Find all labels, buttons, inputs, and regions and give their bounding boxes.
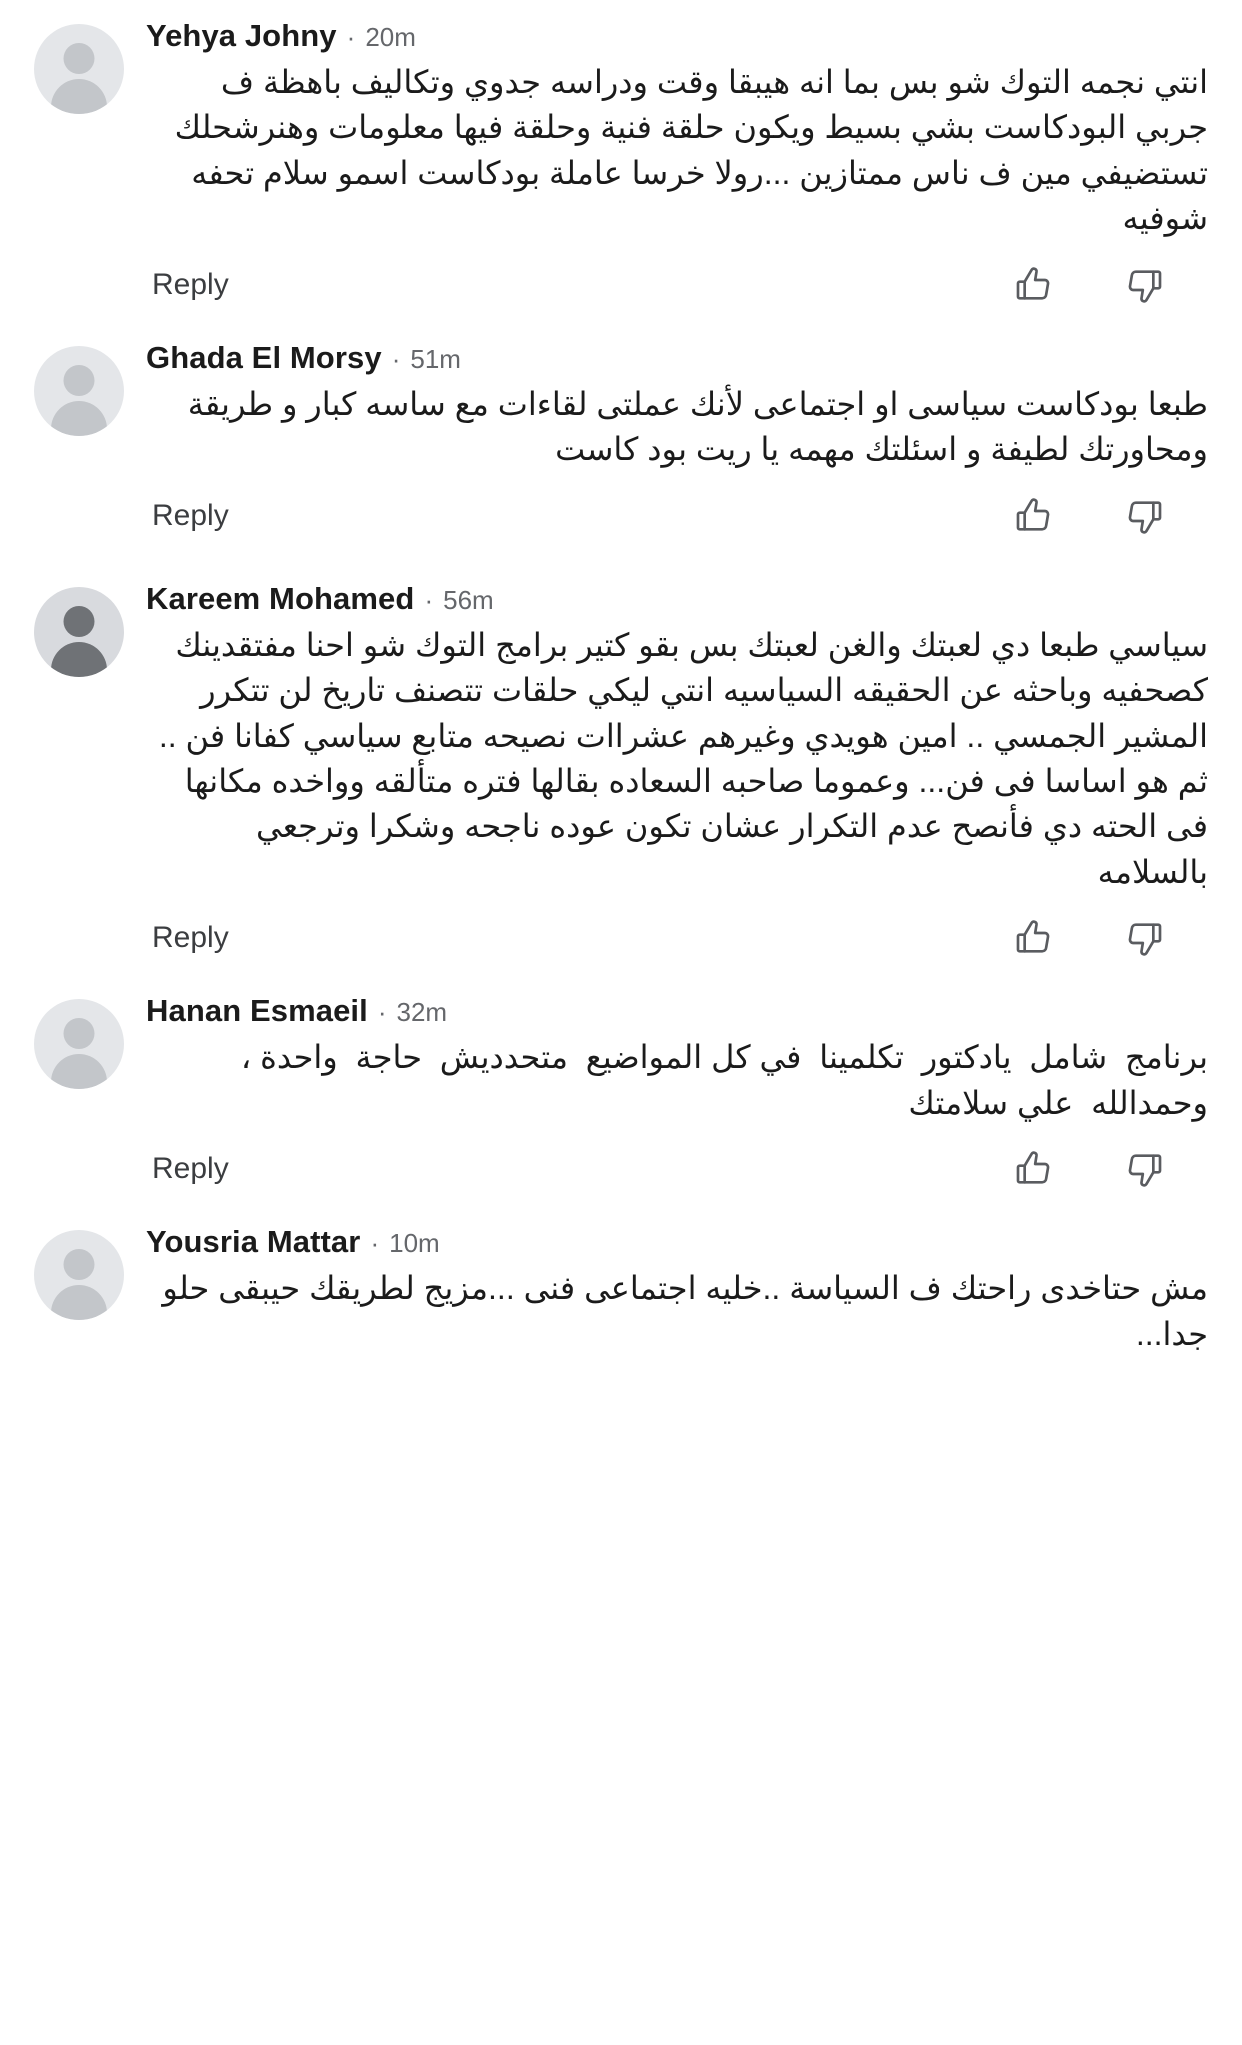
reply-button[interactable]: Reply — [152, 921, 229, 955]
thumbs-down-icon[interactable] — [1116, 256, 1174, 314]
comment-item — [0, 322, 1242, 553]
comment-text: برنامج شامل يادكتور تكلمينا في كل المواضيع متحدديش حاجة واحدة ، وحمدالله علي سلامتك — [231, 1039, 1208, 1121]
comment-meta — [146, 581, 1208, 617]
section-gap — [0, 553, 1242, 563]
comment-text: سياسي طبعا دي لعبتك والغن لعبتك بس بقو كتير برامج التوك شو احنا مفتقدينك كصحفيه وباحثه عن الحقيقه السياسيه انتي ليكي حلقات تتصنف تاريخ لن تتكرر المشير الجمسي .. امين هويدي وغيرهم عشراات نصيحه متابع سياسي كفانا فن .. ثم هو اساسا فى فن... وعموما صاحبه السعاده بقالها فتره متألقه وواخده مكانها فى الحته دي فأنصح عدم التكرار عشان تكون عوده ناجحه وشكرا وترجعي بالسلامه — [149, 626, 1208, 890]
thumbs-up-icon[interactable] — [1004, 1140, 1062, 1198]
comment-body — [146, 581, 1208, 976]
comment-body — [146, 18, 1208, 322]
comment-text: انتي نجمه التوك شو بس بما انه هيبقا وقت ودراسه جدوي وتكاليف باهظة ف جربي البودكاست بشي بسيط ويكون حلقة فنية وحلقة فيها معلومات وهنرشحلك تستضيفي مين ف ناس ممتازين ...رولا خرسا عاملة بودكاست اسمو سلام تحفه شوفيه — [165, 64, 1208, 237]
comment-timestamp: 32m — [396, 997, 448, 1028]
comment-meta — [146, 340, 1208, 376]
avatar-placeholder-body — [51, 79, 107, 114]
comment-body — [146, 340, 1208, 553]
thumbs-down-icon[interactable] — [1116, 487, 1174, 545]
comment-text: مش حتاخدى راحتك ف السياسة ..خليه اجتماعى فنى ...مزيج لطريقك حيبقى حلو جدا... — [153, 1270, 1208, 1352]
thumbs-down-icon[interactable] — [1116, 909, 1174, 967]
meta-separator: · — [370, 1228, 380, 1259]
comment-meta — [146, 18, 1208, 54]
comment-timestamp: 51m — [410, 343, 461, 374]
comment-text: طبعا بودكاست سياسى او اجتماعى لأنك عملتى لقاءات مع ساسه كبار و طريقة ومحاورتك لطيفة و اسئلتك مهمه يا ريت بود كاست — [178, 385, 1208, 468]
comment-meta — [146, 993, 1208, 1029]
avatar-placeholder-body — [51, 1285, 107, 1320]
meta-separator: · — [391, 343, 401, 374]
comment-body — [146, 1224, 1208, 1357]
comment-item — [0, 0, 1242, 322]
comment-item — [0, 975, 1242, 1206]
avatar-placeholder-icon — [64, 1249, 95, 1280]
comment-author[interactable]: Hanan Esmaeil — [146, 993, 368, 1029]
thumbs-up-icon[interactable] — [1004, 909, 1062, 967]
comment-body — [146, 993, 1208, 1206]
avatar-placeholder-icon — [64, 43, 95, 74]
thumbs-up-icon[interactable] — [1004, 256, 1062, 314]
avatar-placeholder-body — [51, 401, 107, 436]
comment-author[interactable]: Ghada El Morsy — [146, 339, 382, 375]
comment-actions — [146, 256, 1208, 322]
comment-item — [0, 1206, 1242, 1357]
comment-actions — [146, 909, 1208, 975]
avatar-placeholder-icon — [64, 1018, 95, 1049]
thumbs-down-icon[interactable] — [1116, 1140, 1174, 1198]
comment-author[interactable]: Yousria Mattar — [146, 1224, 361, 1260]
avatar-placeholder-icon — [64, 365, 95, 396]
comment-actions — [146, 1140, 1208, 1206]
avatar[interactable] — [34, 1230, 124, 1320]
avatar-placeholder-body — [51, 642, 107, 677]
reply-button[interactable]: Reply — [152, 267, 229, 301]
meta-separator: · — [377, 997, 387, 1028]
avatar-placeholder-icon — [64, 606, 95, 637]
comment-timestamp: 56m — [443, 584, 494, 615]
comment-actions — [146, 487, 1208, 553]
avatar[interactable] — [34, 24, 124, 114]
thumbs-up-icon[interactable] — [1004, 487, 1062, 545]
comment-author[interactable]: Yehya Johny — [146, 18, 337, 53]
comment-timestamp: 20m — [365, 22, 416, 52]
comment-timestamp: 10m — [389, 1228, 440, 1259]
avatar[interactable] — [34, 999, 124, 1089]
meta-separator: · — [424, 584, 434, 615]
avatar[interactable] — [34, 346, 124, 436]
comment-author[interactable]: Kareem Mohamed — [146, 580, 415, 616]
meta-separator: · — [346, 22, 356, 52]
avatar[interactable] — [34, 587, 124, 677]
comment-meta — [146, 1224, 1208, 1260]
reply-button[interactable]: Reply — [152, 498, 229, 532]
comment-item — [0, 563, 1242, 976]
reply-button[interactable]: Reply — [152, 1152, 229, 1186]
avatar-placeholder-body — [51, 1054, 107, 1089]
